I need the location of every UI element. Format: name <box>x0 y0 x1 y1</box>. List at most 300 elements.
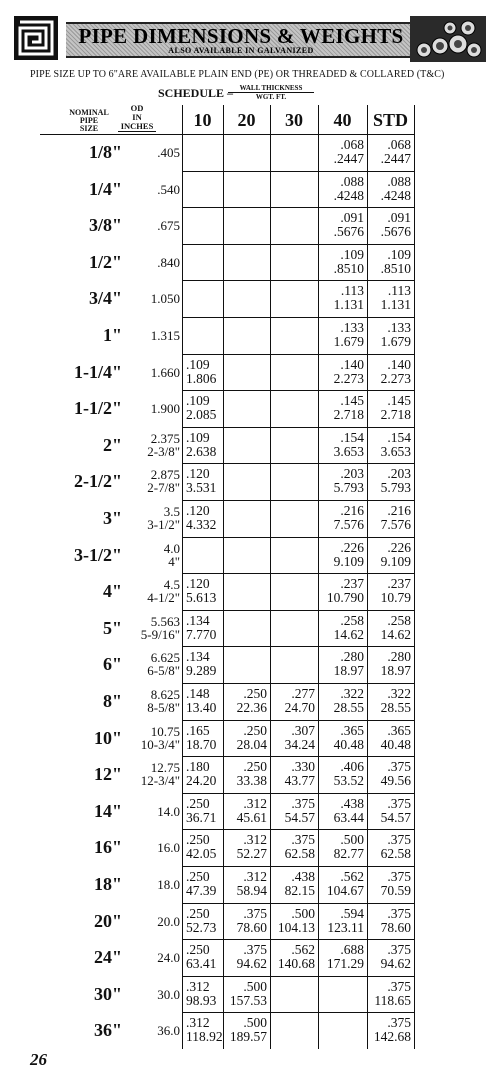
wall-thickness-value <box>270 467 315 481</box>
nominal-size-cell: 2-1/2" <box>74 471 122 492</box>
weight-value <box>223 408 267 422</box>
wall-thickness-value: .226 <box>340 539 364 555</box>
wall-thickness-value <box>270 980 315 994</box>
schedule-20-cell <box>223 358 267 386</box>
schedule-40-cell <box>318 321 364 349</box>
od-value: 8-5/8" <box>147 700 180 715</box>
table-row <box>0 720 500 757</box>
page-number: 26 <box>30 1050 47 1069</box>
schedule-10-cell <box>186 687 216 715</box>
wall-thickness-value: .330 <box>291 759 315 775</box>
nominal-size-cell: 5" <box>103 617 122 638</box>
table-row <box>0 280 500 317</box>
weight-value <box>223 225 267 239</box>
od-value: 1.315 <box>150 328 180 343</box>
schedule-20-cell <box>223 907 267 935</box>
od-value: 4.0 <box>163 540 180 556</box>
schedule-30-cell <box>270 175 315 203</box>
schedule-40-cell <box>318 211 364 239</box>
wall-thickness-value: .307 <box>291 722 315 738</box>
wall-thickness-value: .280 <box>387 649 411 665</box>
weight-value: 7.770 <box>186 626 217 642</box>
weight-value: 24.20 <box>186 773 217 789</box>
schedule-10-cell <box>186 760 216 788</box>
schedule-std-cell <box>367 907 411 935</box>
schedule-20-cell <box>223 577 267 605</box>
weight-value: 7.576 <box>333 517 364 532</box>
schedule-30-cell <box>270 577 315 605</box>
schedule-20-cell <box>223 724 267 752</box>
wall-thickness-value: .562 <box>291 942 315 958</box>
schedule-20-cell <box>223 980 267 1008</box>
schedule-std-cell <box>367 284 411 312</box>
schedule-40-cell <box>318 980 364 1008</box>
schedule-30-cell <box>270 797 315 825</box>
wall-thickness-value: .250 <box>243 722 267 738</box>
weight-value: 9.289 <box>186 663 217 679</box>
table-row <box>0 500 500 537</box>
schedule-20-cell <box>223 687 267 715</box>
table-row <box>0 573 500 610</box>
weight-value: 13.40 <box>186 700 217 715</box>
weight-value <box>270 408 315 422</box>
schedule-10-cell <box>186 431 216 459</box>
weight-value <box>270 189 315 203</box>
schedule-30-cell <box>270 687 315 715</box>
weight-value: 3.531 <box>186 480 217 496</box>
od-cell <box>122 805 180 818</box>
schedule-30-cell <box>270 211 315 239</box>
weight-value: 140.68 <box>277 956 315 972</box>
weight-value: 123.11 <box>327 919 364 935</box>
nominal-size-cell: 24" <box>94 947 122 968</box>
od-value: 1.050 <box>150 291 180 307</box>
banner <box>14 16 486 62</box>
schedule-header: 30 <box>285 110 303 130</box>
weight-value: .2447 <box>380 151 411 166</box>
od-cell <box>122 329 180 342</box>
weight-value: 28.55 <box>380 700 411 715</box>
od-value: 14.0 <box>157 803 180 819</box>
od-cell <box>122 578 180 604</box>
weight-value <box>270 591 315 605</box>
schedule-30-cell <box>270 284 315 312</box>
weight-value: 171.29 <box>326 956 364 972</box>
wall-thickness-value <box>270 577 315 591</box>
schedule-20-cell <box>223 504 267 532</box>
schedule-20-cell <box>223 541 267 569</box>
od-cell <box>122 256 180 269</box>
schedule-header: 40 <box>333 110 352 130</box>
wall-thickness-value <box>270 614 315 628</box>
weight-value: 104.13 <box>277 919 315 935</box>
od-value: 3-1/2" <box>147 517 180 532</box>
wall-thickness-value <box>270 284 315 298</box>
weight-per-foot-label: WGT. FT. <box>255 93 287 101</box>
nominal-size-cell: 3/4" <box>89 288 122 309</box>
schedule-header: 10 <box>193 110 212 130</box>
weight-value: 9.109 <box>380 553 411 569</box>
wall-thickness-value <box>223 431 267 445</box>
table-row <box>0 866 500 903</box>
availability-note: PIPE SIZE UP TO 6"ARE AVAILABLE PLAIN END (PE) OR THREADED & COLLARED (T&C) <box>30 69 445 80</box>
wall-thickness-value: .312 <box>186 1015 210 1031</box>
wall-thickness-value: .375 <box>243 942 267 958</box>
od-cell <box>122 841 180 854</box>
wall-thickness-value: .365 <box>340 722 364 738</box>
wall-thickness-value: .250 <box>186 905 210 921</box>
weight-value <box>270 1030 315 1044</box>
od-cell <box>122 468 180 494</box>
weight-value: 157.53 <box>229 992 267 1008</box>
schedule-10-cell <box>186 650 216 678</box>
wall-thickness-value <box>270 431 315 445</box>
schedule-40-cell <box>318 907 364 935</box>
weight-value: 40.48 <box>333 736 364 752</box>
schedule-30-cell <box>270 760 315 788</box>
wall-thickness-value: .133 <box>340 320 364 335</box>
nominal-size-cell: 4" <box>103 581 122 602</box>
wall-thickness-value: .500 <box>243 1015 267 1031</box>
wall-thickness-value <box>270 541 315 555</box>
schedule-10-cell <box>186 577 216 605</box>
table-row <box>0 829 500 866</box>
table-row <box>0 317 500 354</box>
schedule-std-cell <box>367 394 411 422</box>
wall-thickness-value <box>270 321 315 335</box>
schedule-40-cell <box>318 833 364 861</box>
header-line: SIZE <box>79 124 99 133</box>
schedule-30-cell <box>270 358 315 386</box>
schedule-40-cell <box>318 577 364 605</box>
weight-value <box>223 372 267 386</box>
od-value: 1.660 <box>150 364 180 380</box>
weight-value: 5.793 <box>380 480 411 496</box>
weight-value: 22.36 <box>236 700 267 715</box>
weight-value: 54.57 <box>380 809 411 825</box>
wall-thickness-value: .140 <box>387 356 411 372</box>
schedule-30-cell <box>270 467 315 495</box>
weight-value <box>318 994 364 1008</box>
table-row <box>0 463 500 500</box>
wall-thickness-value: .250 <box>186 942 210 958</box>
weight-value <box>223 628 267 642</box>
od-value: 36.0 <box>157 1023 180 1039</box>
schedule-40-cell <box>318 541 364 569</box>
weight-value <box>223 555 267 569</box>
wall-thickness-value: .091 <box>340 210 364 226</box>
table-row <box>0 171 500 208</box>
schedule-40-cell <box>318 284 364 312</box>
wall-thickness-value: .312 <box>243 832 267 848</box>
schedule-40-cell <box>318 870 364 898</box>
schedule-20-cell <box>223 760 267 788</box>
weight-value: 82.77 <box>333 846 364 862</box>
weight-value: 52.73 <box>186 919 217 935</box>
weight-value: .5676 <box>333 224 364 240</box>
nominal-size-cell: 3-1/2" <box>74 544 122 565</box>
schedule-std-cell <box>367 650 411 678</box>
weight-value: 62.58 <box>380 846 411 862</box>
weight-value: 49.56 <box>380 773 411 789</box>
weight-value: 189.57 <box>229 1029 267 1045</box>
wall-thickness-value <box>223 358 267 372</box>
schedule-40-cell <box>318 467 364 495</box>
schedule-std-cell <box>367 687 411 715</box>
wall-thickness-value <box>223 650 267 664</box>
od-value: .405 <box>157 145 180 160</box>
weight-value: 14.62 <box>380 626 411 642</box>
weight-value: 3.653 <box>380 443 411 459</box>
od-value: 10.75 <box>150 723 180 739</box>
weight-value <box>223 664 267 678</box>
wall-thickness-legend <box>228 84 314 101</box>
od-cell <box>122 366 180 379</box>
od-cell <box>122 146 180 159</box>
schedule-30-cell <box>270 138 315 166</box>
table-row <box>0 903 500 940</box>
od-value: .675 <box>157 218 180 234</box>
nominal-size-cell: 30" <box>94 983 122 1004</box>
schedule-20-cell <box>223 394 267 422</box>
wall-thickness-value: .088 <box>387 173 411 189</box>
wall-thickness-value <box>270 504 315 518</box>
wall-thickness-value <box>270 248 315 262</box>
schedule-10-cell <box>186 907 216 935</box>
od-cell <box>122 878 180 891</box>
schedule-30-cell <box>270 1016 315 1044</box>
wall-thickness-value: .216 <box>340 503 364 518</box>
schedule-30-cell <box>270 943 315 971</box>
page-title: PIPE DIMENSIONS & WEIGHTS <box>78 24 404 48</box>
wall-thickness-value: .406 <box>340 759 364 775</box>
wall-thickness-value: .140 <box>340 356 364 372</box>
wall-thickness-value: .216 <box>387 503 411 518</box>
weight-value: 94.62 <box>236 956 267 972</box>
od-value: 18.0 <box>157 877 180 892</box>
wall-thickness-value <box>223 504 267 518</box>
weight-value <box>223 298 267 312</box>
wall-thickness-value: .120 <box>186 576 210 592</box>
wall-thickness-value: .277 <box>291 686 315 701</box>
nominal-size-cell: 14" <box>94 800 122 821</box>
od-value: 12.75 <box>150 760 180 776</box>
wall-thickness-value: .438 <box>291 869 315 884</box>
wall-thickness-value: .250 <box>186 869 210 884</box>
od-cell <box>122 615 180 641</box>
wall-thickness-value: .154 <box>340 429 364 445</box>
weight-value: 42.05 <box>186 846 217 862</box>
nominal-size-cell: 1-1/4" <box>74 361 122 382</box>
od-value: 4.5 <box>163 577 180 593</box>
od-value: 5.563 <box>150 613 180 629</box>
nominal-size-cell: 12" <box>94 764 122 785</box>
weight-value: .8510 <box>333 260 364 276</box>
table-row <box>0 390 500 427</box>
od-cell <box>122 219 180 232</box>
od-value: 6-5/8" <box>147 663 180 679</box>
greek-key-logo-icon <box>14 16 58 60</box>
table-row <box>0 354 500 391</box>
weight-value: 14.62 <box>333 626 364 642</box>
od-cell <box>122 725 180 751</box>
weight-value: 2.273 <box>333 370 364 386</box>
nominal-size-cell: 10" <box>94 727 122 748</box>
weight-value: 54.57 <box>284 809 315 825</box>
od-cell <box>122 951 180 964</box>
wall-thickness-value <box>223 467 267 481</box>
schedule-10-cell <box>186 943 216 971</box>
schedule-std-cell <box>367 504 411 532</box>
weight-value: 52.27 <box>236 846 267 862</box>
od-value: 12-3/4" <box>140 773 180 789</box>
schedule-std-cell <box>367 943 411 971</box>
schedule-40-cell <box>318 138 364 166</box>
nominal-size-cell: 1/8" <box>89 142 122 162</box>
od-value: 2.375 <box>150 430 180 446</box>
schedule-header: 20 <box>237 110 256 130</box>
weight-value: 98.93 <box>186 992 217 1008</box>
od-cell <box>122 1024 180 1037</box>
od-cell <box>122 505 180 531</box>
wall-thickness-value: .145 <box>387 393 411 409</box>
weight-value <box>270 994 315 1008</box>
od-cell <box>122 688 180 714</box>
schedule-20-cell <box>223 431 267 459</box>
od-value: 4-1/2" <box>147 590 180 606</box>
wall-thickness-value: .203 <box>340 466 364 482</box>
weight-value: 18.70 <box>186 736 217 752</box>
table-row <box>0 793 500 830</box>
schedule-10-cell <box>186 358 216 386</box>
pipe-bundle-icon <box>410 16 486 62</box>
weight-value: 78.60 <box>380 919 411 935</box>
weight-value: .2447 <box>333 151 364 166</box>
schedule-std-cell <box>367 797 411 825</box>
schedule-10-cell <box>186 797 216 825</box>
weight-value <box>223 189 267 203</box>
schedule-20-cell <box>223 321 267 349</box>
od-cell <box>122 988 180 1001</box>
od-value: 2-3/8" <box>147 443 180 459</box>
od-cell <box>122 402 180 415</box>
od-cell <box>122 432 180 458</box>
weight-value <box>270 372 315 386</box>
weight-value: 94.62 <box>380 956 411 972</box>
schedule-10-cell <box>186 394 216 422</box>
schedule-40-cell <box>318 175 364 203</box>
schedule-20-cell <box>223 1016 267 1044</box>
schedule-20-cell <box>223 211 267 239</box>
weight-value: 43.77 <box>284 773 315 789</box>
wall-thickness-value <box>223 248 267 262</box>
table-row <box>0 756 500 793</box>
wall-thickness-value <box>270 175 315 189</box>
od-cell <box>122 761 180 787</box>
schedule-30-cell <box>270 980 315 1008</box>
header-line: INCHES <box>118 122 156 132</box>
wall-thickness-value <box>270 211 315 225</box>
wall-thickness-value <box>223 541 267 555</box>
od-value: 30.0 <box>157 986 180 1002</box>
od-value: 24.0 <box>157 950 180 966</box>
weight-value: 34.24 <box>284 736 315 752</box>
weight-value <box>223 445 267 459</box>
schedule-std-cell <box>367 248 411 276</box>
weight-value: 7.576 <box>380 517 411 532</box>
wall-thickness-value: .375 <box>387 832 411 848</box>
weight-value: 1.806 <box>186 370 217 386</box>
wall-thickness-value: .113 <box>340 283 364 299</box>
wall-thickness-value <box>223 394 267 408</box>
wall-thickness-value: .312 <box>243 869 267 884</box>
weight-value <box>223 591 267 605</box>
od-value: .840 <box>157 254 180 270</box>
od-value: .540 <box>157 181 180 197</box>
header-line: OD <box>130 103 144 113</box>
weight-value: 1.131 <box>333 297 364 313</box>
wall-thickness-value <box>223 577 267 591</box>
wall-thickness-value: .250 <box>186 795 210 811</box>
weight-value: 62.58 <box>284 846 315 862</box>
header-line: NOMINAL <box>69 108 109 117</box>
weight-value: 53.52 <box>333 773 364 789</box>
schedule-30-cell <box>270 870 315 898</box>
schedule-40-cell <box>318 248 364 276</box>
od-value: 4" <box>168 553 180 569</box>
weight-value: 28.55 <box>333 700 364 715</box>
nominal-size-cell: 3" <box>103 508 122 528</box>
nominal-size-cell: 8" <box>103 691 122 711</box>
wall-thickness-value: .237 <box>387 576 411 592</box>
schedule-10-cell <box>186 833 216 861</box>
schedule-30-cell <box>270 431 315 459</box>
weight-value: 47.39 <box>186 883 217 898</box>
schedule-40-cell <box>318 687 364 715</box>
wall-thickness-value <box>223 175 267 189</box>
weight-value: 18.97 <box>380 663 411 679</box>
weight-value: 2.718 <box>333 407 364 423</box>
schedule-20-cell <box>223 870 267 898</box>
weight-value: 24.70 <box>284 700 315 715</box>
table-row <box>0 939 500 976</box>
nominal-size-cell: 3/8" <box>89 215 122 236</box>
weight-value: .4248 <box>333 187 364 203</box>
weight-value: 45.61 <box>236 809 267 825</box>
wall-thickness-value: .312 <box>186 978 210 994</box>
wall-thickness-value: .109 <box>186 393 210 409</box>
wall-thickness-value: .375 <box>387 759 411 775</box>
schedule-30-cell <box>270 907 315 935</box>
schedule-40-cell <box>318 650 364 678</box>
schedule-10-cell <box>186 870 216 898</box>
schedule-std-cell <box>367 321 411 349</box>
wall-thickness-value: .375 <box>387 978 411 994</box>
weight-value: 58.94 <box>236 883 267 898</box>
wall-thickness-value: .154 <box>387 429 411 445</box>
wall-thickness-value: .438 <box>340 795 364 811</box>
nominal-size-cell: 20" <box>94 910 122 931</box>
od-header <box>118 104 156 132</box>
wall-thickness-value: .322 <box>340 686 364 701</box>
schedule-10-cell <box>186 504 216 532</box>
wall-thickness-value <box>270 650 315 664</box>
od-value: 1.900 <box>150 401 180 417</box>
header-line: IN <box>132 112 142 122</box>
od-value: 5-9/16" <box>140 626 180 642</box>
weight-value <box>223 481 267 495</box>
wall-thickness-value <box>223 211 267 225</box>
